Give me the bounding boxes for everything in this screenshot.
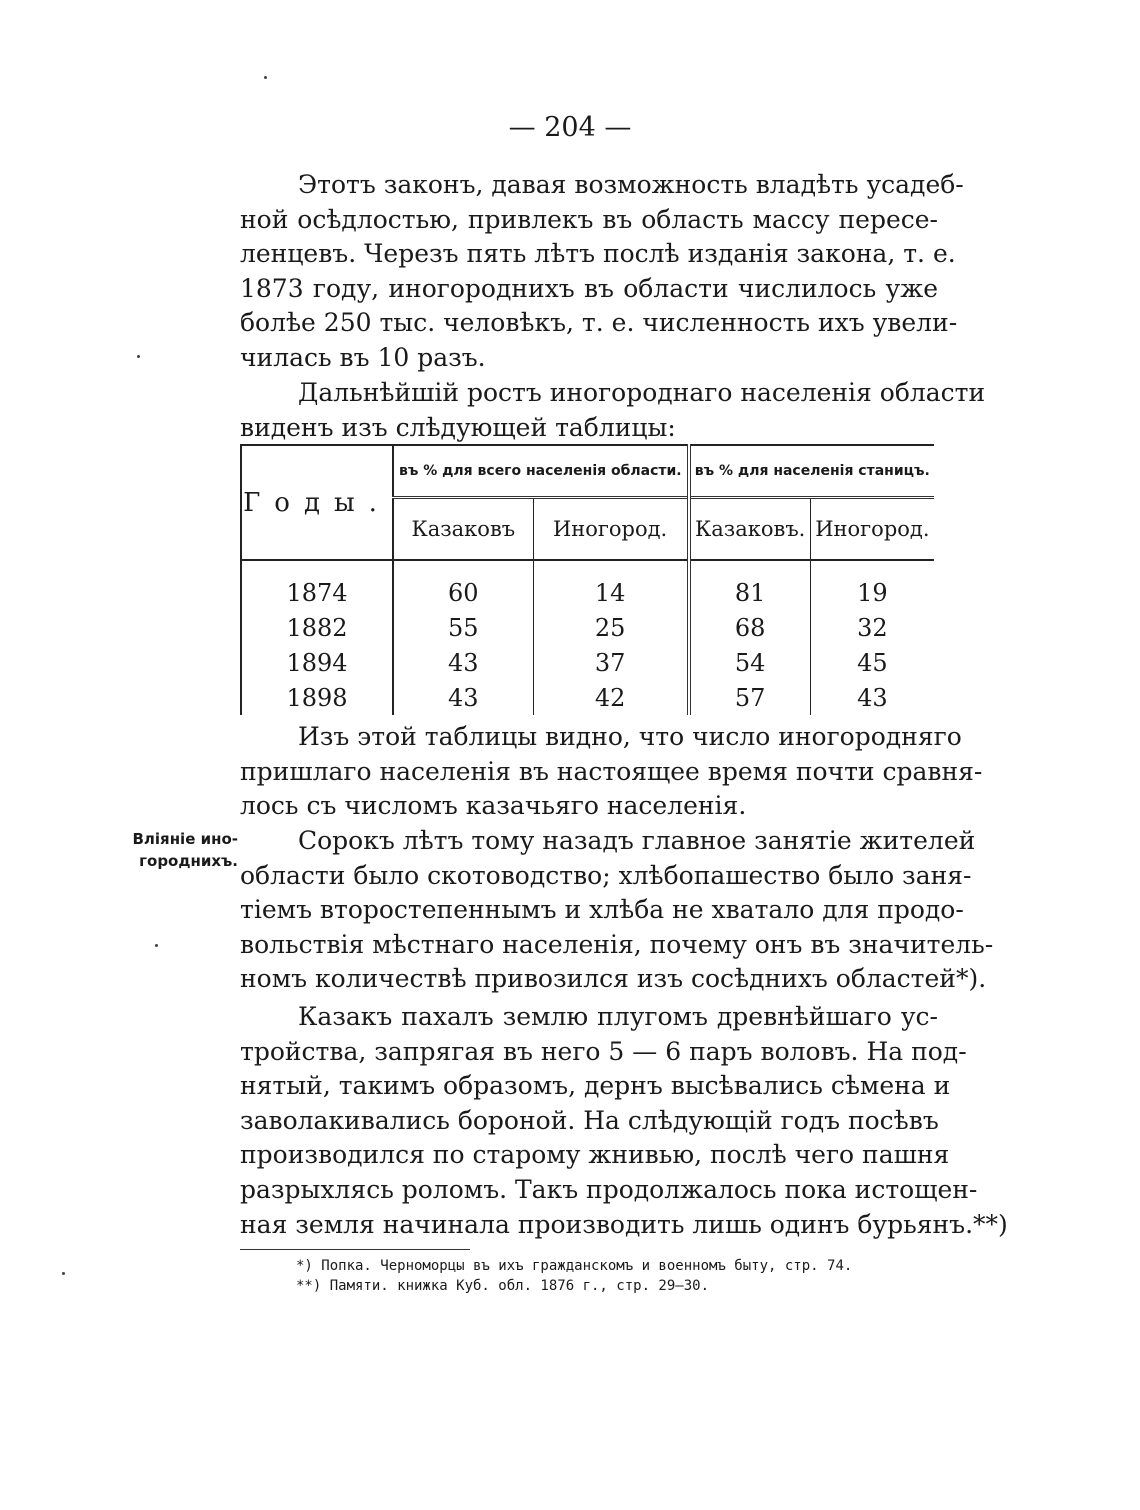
- text-line: области было скотоводство; хлѣбопашество было заня-: [240, 860, 972, 890]
- footnote: *) Попка. Черноморцы въ ихъ гражданскомъ и военномъ быту, стр. 74.: [296, 1258, 853, 1274]
- scan-speck: [137, 355, 140, 358]
- scan-speck: [264, 76, 267, 79]
- text-line: Сорокъ лѣтъ тому назадъ главное занятіе жителей: [298, 826, 976, 855]
- cell-value: 25: [533, 610, 689, 645]
- cell-value: 43: [857, 683, 888, 712]
- cell-value: 37: [533, 645, 689, 680]
- text-line: Казакъ пахалъ землю плугомъ древнѣйшаго ус-: [298, 1002, 938, 1031]
- cell-value: 43: [393, 680, 533, 715]
- text-line: вольствія мѣстнаго населенія, почему онъ въ значитель-: [240, 929, 994, 959]
- text-line: Дальнѣйшій ростъ иногороднаго населенія области: [298, 378, 986, 407]
- footnote-divider: [240, 1249, 470, 1250]
- cell-value: 60: [393, 560, 533, 610]
- text-line: лось съ числомъ казачьяго населенія.: [240, 791, 747, 821]
- text-line: 1873 году, иногороднихъ въ области числилось уже: [240, 273, 938, 303]
- table-row: [241, 680, 934, 715]
- paragraph-4: [240, 824, 994, 997]
- col-header-cossacks: Казаковъ.: [689, 498, 811, 561]
- text-line: тройства, запрягая въ него 5 — 6 паръ воловъ. На под-: [240, 1036, 967, 1066]
- margin-note-line: городнихъ.: [139, 852, 238, 870]
- cell-year: 1882: [241, 610, 393, 645]
- cell-value: 57: [689, 680, 811, 715]
- cell-value: 42: [533, 680, 689, 715]
- margin-note: [112, 828, 238, 872]
- cell-year: 1894: [241, 645, 393, 680]
- group-header-all-population: въ % для всего населенія области.: [393, 445, 689, 498]
- paragraph-2: [240, 376, 986, 445]
- cell-value: 54: [689, 645, 811, 680]
- text-line: ленцевъ. Черезъ пять лѣтъ послѣ изданія закона, т. е.: [240, 239, 956, 269]
- col-header-nonresidents: Иногород.: [810, 498, 934, 561]
- text-line: заволакивались бороной. На слѣдующій годъ посѣвъ: [240, 1105, 939, 1135]
- col-header-nonresidents: Иногород.: [533, 498, 689, 561]
- text-line: виденъ изъ слѣдующей таблицы:: [240, 412, 676, 442]
- years-header: Годы.: [241, 445, 393, 560]
- text-line: болѣе 250 тыс. человѣкъ, т. е. численность ихъ увели-: [240, 308, 958, 338]
- text-line: пришлаго населенія въ настоящее время почти сравня-: [240, 756, 983, 786]
- margin-note-line: Вліяніе ино-: [132, 830, 238, 848]
- text-line: Этотъ законъ, давая возможность владѣть усадеб-: [298, 170, 964, 199]
- cell-value: 81: [689, 560, 811, 610]
- scan-speck: [62, 1272, 65, 1275]
- cell-value: 43: [393, 645, 533, 680]
- cell-value: 14: [533, 560, 689, 610]
- text-line: нятый, такимъ образомъ, дернъ высѣвались сѣмена и: [240, 1071, 951, 1101]
- cell-value: 45: [857, 648, 888, 677]
- text-line: чилась въ 10 разъ.: [240, 342, 486, 372]
- footnote: **) Памяти. книжка Куб. обл. 1876 г., стр. 29—30.: [296, 1278, 710, 1294]
- cell-year: 1898: [241, 680, 393, 715]
- text-line: номъ количествѣ привозился изъ сосѣднихъ областей*).: [240, 964, 987, 994]
- cell-value: 68: [689, 610, 811, 645]
- text-line: ной осѣдлостью, привлекъ въ область массу пересе-: [240, 204, 938, 234]
- page-number: — 204 —: [508, 112, 632, 143]
- paragraph-1: [240, 168, 964, 376]
- population-table: [240, 444, 934, 715]
- table-row: [241, 560, 934, 610]
- text-line: тіемъ второстепеннымъ и хлѣба не хватало для продо-: [240, 895, 964, 925]
- text-line: ная земля начинала производить лишь одинъ бурьянъ.**): [240, 1209, 1008, 1239]
- cell-year: 1874: [241, 560, 393, 610]
- table-row: [241, 610, 934, 645]
- text-line: разрыхлясь роломъ. Такъ продолжалось пока истощен-: [240, 1174, 978, 1204]
- cell-value: 19: [857, 578, 888, 607]
- group-header-stanitsa-population: въ % для населенія станицъ.: [689, 445, 934, 498]
- text-line: Изъ этой таблицы видно, что число иногородняго: [298, 722, 962, 751]
- scan-speck: [155, 944, 158, 947]
- text-line: производился по старому жнивью, послѣ чего пашня: [240, 1140, 950, 1170]
- paragraph-5: [240, 1000, 1008, 1242]
- col-header-cossacks: Казаковъ: [393, 498, 533, 561]
- footnotes: [296, 1256, 852, 1296]
- paragraph-3: [240, 720, 983, 824]
- cell-value: 55: [393, 610, 533, 645]
- table-row: [241, 645, 934, 680]
- cell-value: 32: [857, 613, 888, 642]
